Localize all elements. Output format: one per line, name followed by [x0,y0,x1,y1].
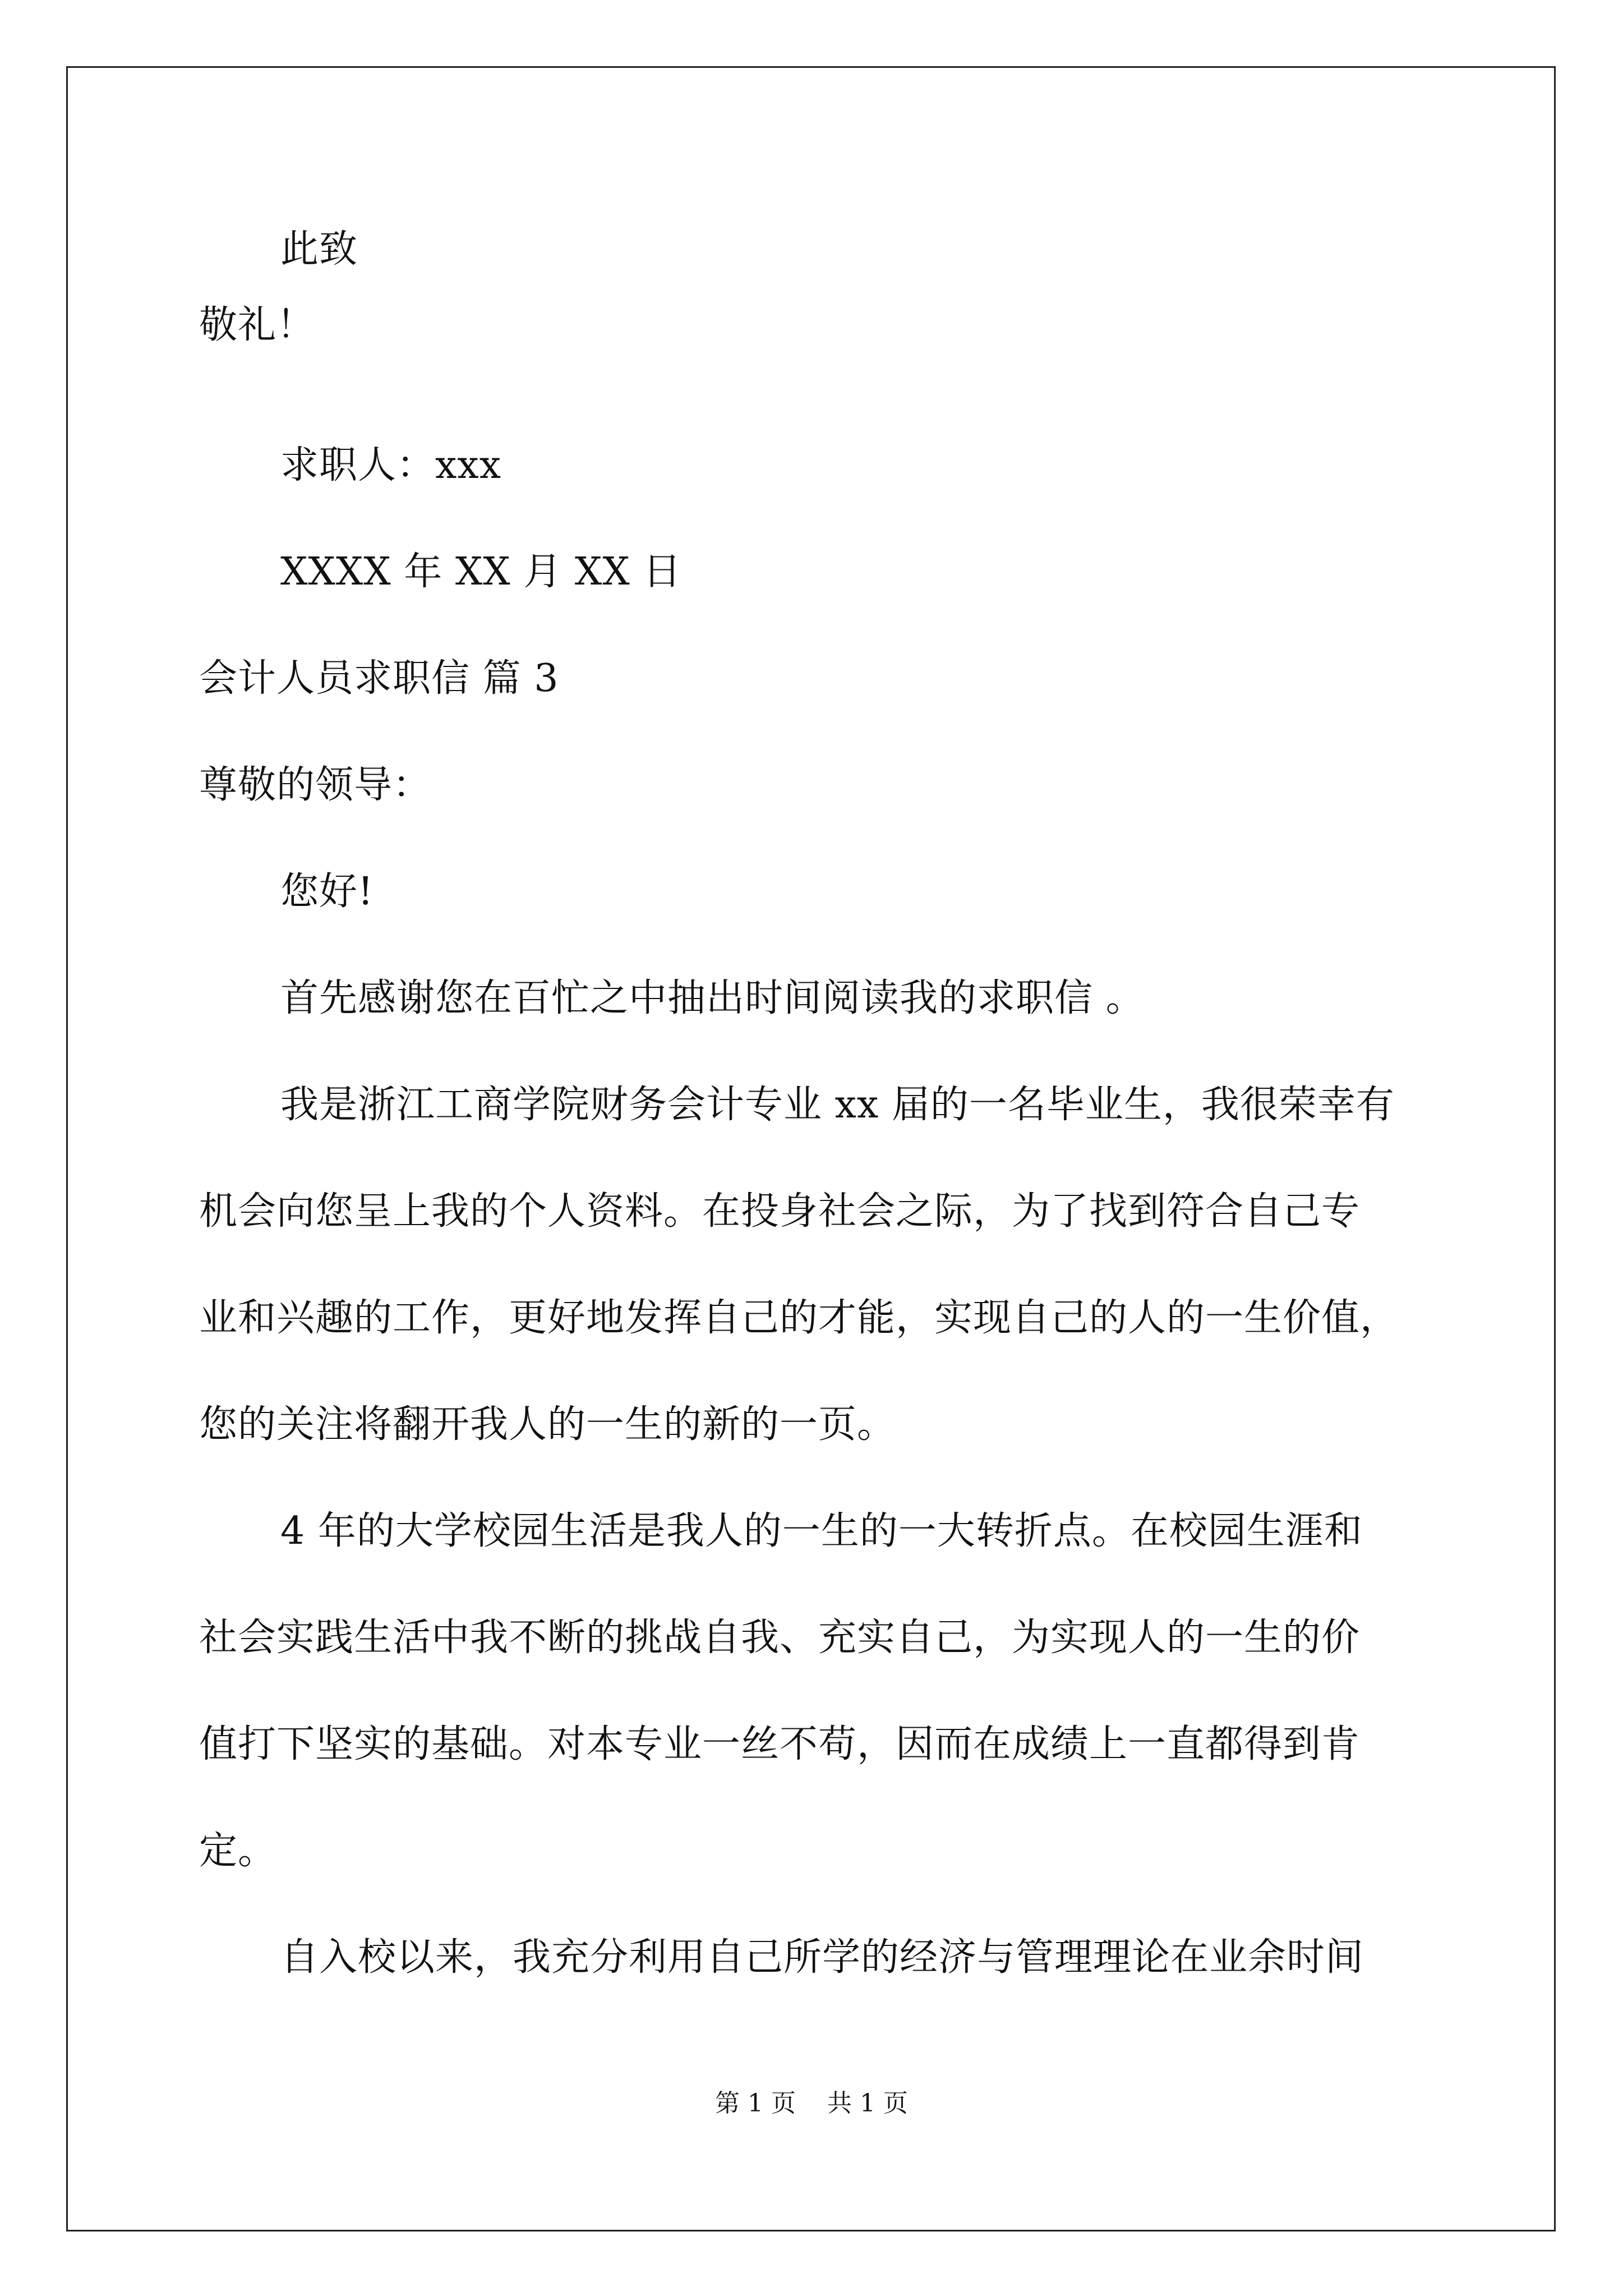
section-heading: 会计人员求职信 篇 3 [199,656,559,701]
closing-phrase: 此致 [280,227,358,272]
salutation-closing: 敬礼！ [199,303,316,347]
greeting-recipient: 尊敬的领导： [199,763,432,807]
paragraph-line: 业和兴趣的工作，更好地发挥自己的才能，实现自己的人的一生价值， [199,1296,1399,1340]
date-line: XXXX 年 XX 月 XX 日 [280,550,682,594]
paragraph-line: 自入校以来，我充分利用自己所学的经济与管理理论在业余时间 [280,1935,1364,1980]
paragraph-line: 定。 [199,1829,277,1873]
applicant-signature: 求职人：xxx [280,443,502,487]
paragraph-line: 4 年的大学校园生活是我人的一生的一大转折点。在校园生涯和 [280,1509,1363,1553]
page-border [66,66,1556,2231]
paragraph-line: 值打下坚实的基础。对本专业一丝不苟，因而在成绩上一直都得到肯 [199,1722,1361,1766]
greeting-hello: 您好! [280,869,374,914]
page-footer: 第 1 页 共 1 页 [715,2089,908,2118]
paragraph-line: 首先感谢您在百忙之中抽出时间阅读我的求职信 。 [280,976,1145,1020]
paragraph-line: 您的关注将翻开我人的一生的新的一页。 [199,1402,896,1447]
paragraph-line: 社会实践生活中我不断的挑战自我、充实自己，为实现人的一生的价 [199,1616,1361,1660]
paragraph-line: 机会向您呈上我的个人资料。在投身社会之际，为了找到符合自己专 [199,1189,1361,1234]
paragraph-line: 我是浙江工商学院财务会计专业 xx 届的一名毕业生，我很荣幸有 [280,1083,1395,1127]
